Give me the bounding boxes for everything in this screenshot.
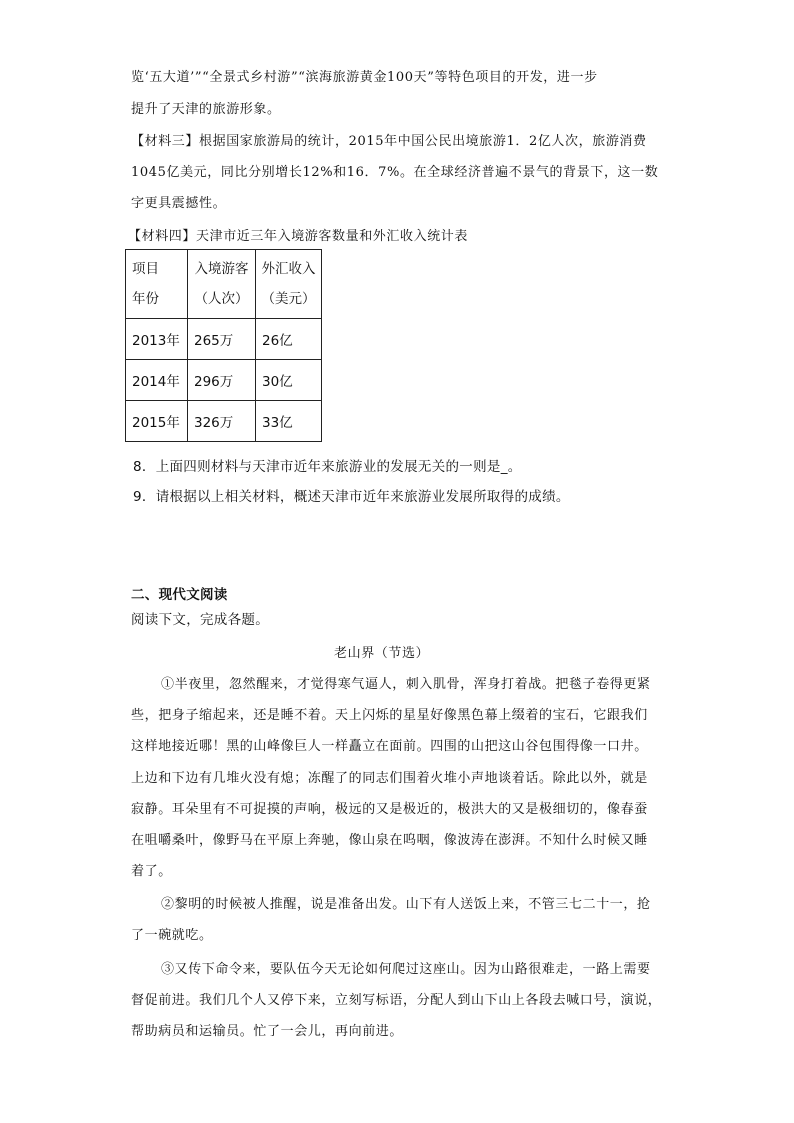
income-cell: 30亿 [256, 360, 322, 401]
statistics-table [125, 249, 322, 442]
text-line: 着了。 [131, 864, 172, 879]
table-row [126, 401, 322, 442]
text-line: 了一碗就吃。 [131, 928, 213, 943]
text-line: 字更具震撼性。 [131, 196, 227, 211]
article-title: 老山界（节选） [334, 646, 430, 661]
text-line: 帮助病员和运输员。忙了一会儿，再向前进。 [131, 1024, 404, 1039]
section-instruction: 阅读下文，完成各题。 [131, 612, 269, 628]
text-line: 提升了天津的旅游形象。 [131, 102, 281, 117]
income-cell: 33亿 [256, 401, 322, 442]
header-cell: 入境游客 （人次） [188, 250, 256, 319]
year-cell: 2014年 [126, 360, 188, 401]
text-line: 【材料三】根据国家旅游局的统计，2015年中国公民出境旅游1．2亿人次，旅游消费 [131, 134, 647, 149]
header-cell: 项目 年份 [126, 250, 188, 319]
visitors-cell: 326万 [188, 401, 256, 442]
text-line: 1045亿美元，同比分别增长12%和16．7%。在全球经济普遍不景气的背景下，这一数 [131, 165, 659, 180]
text-line: 寂静。耳朵里有不可捉摸的声响，极远的又是极近的，极洪大的又是极细切的，像春蚕 [131, 802, 648, 817]
text-line: ③又传下命令来，要队伍今天无论如何爬过这座山。因为山路很难走，一路上需要 [161, 962, 651, 977]
text-line: ①半夜里，忽然醒来，才觉得寒气逼人，刺入肌骨，浑身打着战。把毯子卷得更紧 [161, 677, 651, 692]
text-line: 在咀嚼桑叶，像野马在平原上奔驰，像山泉在呜咽，像波涛在澎湃。不知什么时候又睡 [131, 833, 648, 848]
text-line: 些，把身子缩起来，还是睡不着。天上闪烁的星星好像黑色幕上缀着的宝石，它跟我们 [131, 708, 648, 723]
text-line: 上边和下边有几堆火没有熄；冻醒了的同志们围着火堆小声地谈着话。除此以外，就是 [131, 771, 648, 786]
text-line: 览‘五大道’”“全景式乡村游”“滨海旅游黄金100天”等特色项目的开发，进一步 [131, 70, 598, 85]
year-cell: 2015年 [126, 401, 188, 442]
material-four-title: 【材料四】天津市近三年入境游客数量和外汇收入统计表 [128, 229, 469, 244]
question-8: 8．上面四则材料与天津市近年来旅游业的发展无关的一则是_。 [133, 459, 522, 475]
text-line: ②黎明的时候被人推醒，说是准备出发。山下有人送饭上来，不管三七二十一，抢 [161, 897, 651, 912]
section-heading: 二、现代文阅读 [131, 587, 228, 603]
table-row [126, 319, 322, 360]
visitors-cell: 265万 [188, 319, 256, 360]
header-cell: 外汇收入 （美元） [256, 250, 322, 319]
table-header-row [126, 250, 322, 319]
income-cell: 26亿 [256, 319, 322, 360]
table-row [126, 360, 322, 401]
text-line: 这样地接近哪！黑的山峰像巨人一样矗立在面前。四围的山把这山谷包围得像一口井。 [131, 739, 648, 754]
visitors-cell: 296万 [188, 360, 256, 401]
year-cell: 2013年 [126, 319, 188, 360]
question-9: 9．请根据以上相关材料，概述天津市近年来旅游业发展所取得的成绩。 [133, 489, 570, 505]
text-line: 督促前进。我们几个人又停下来，立刻写标语，分配人到山下山上各段去喊口号，演说， [131, 993, 662, 1008]
